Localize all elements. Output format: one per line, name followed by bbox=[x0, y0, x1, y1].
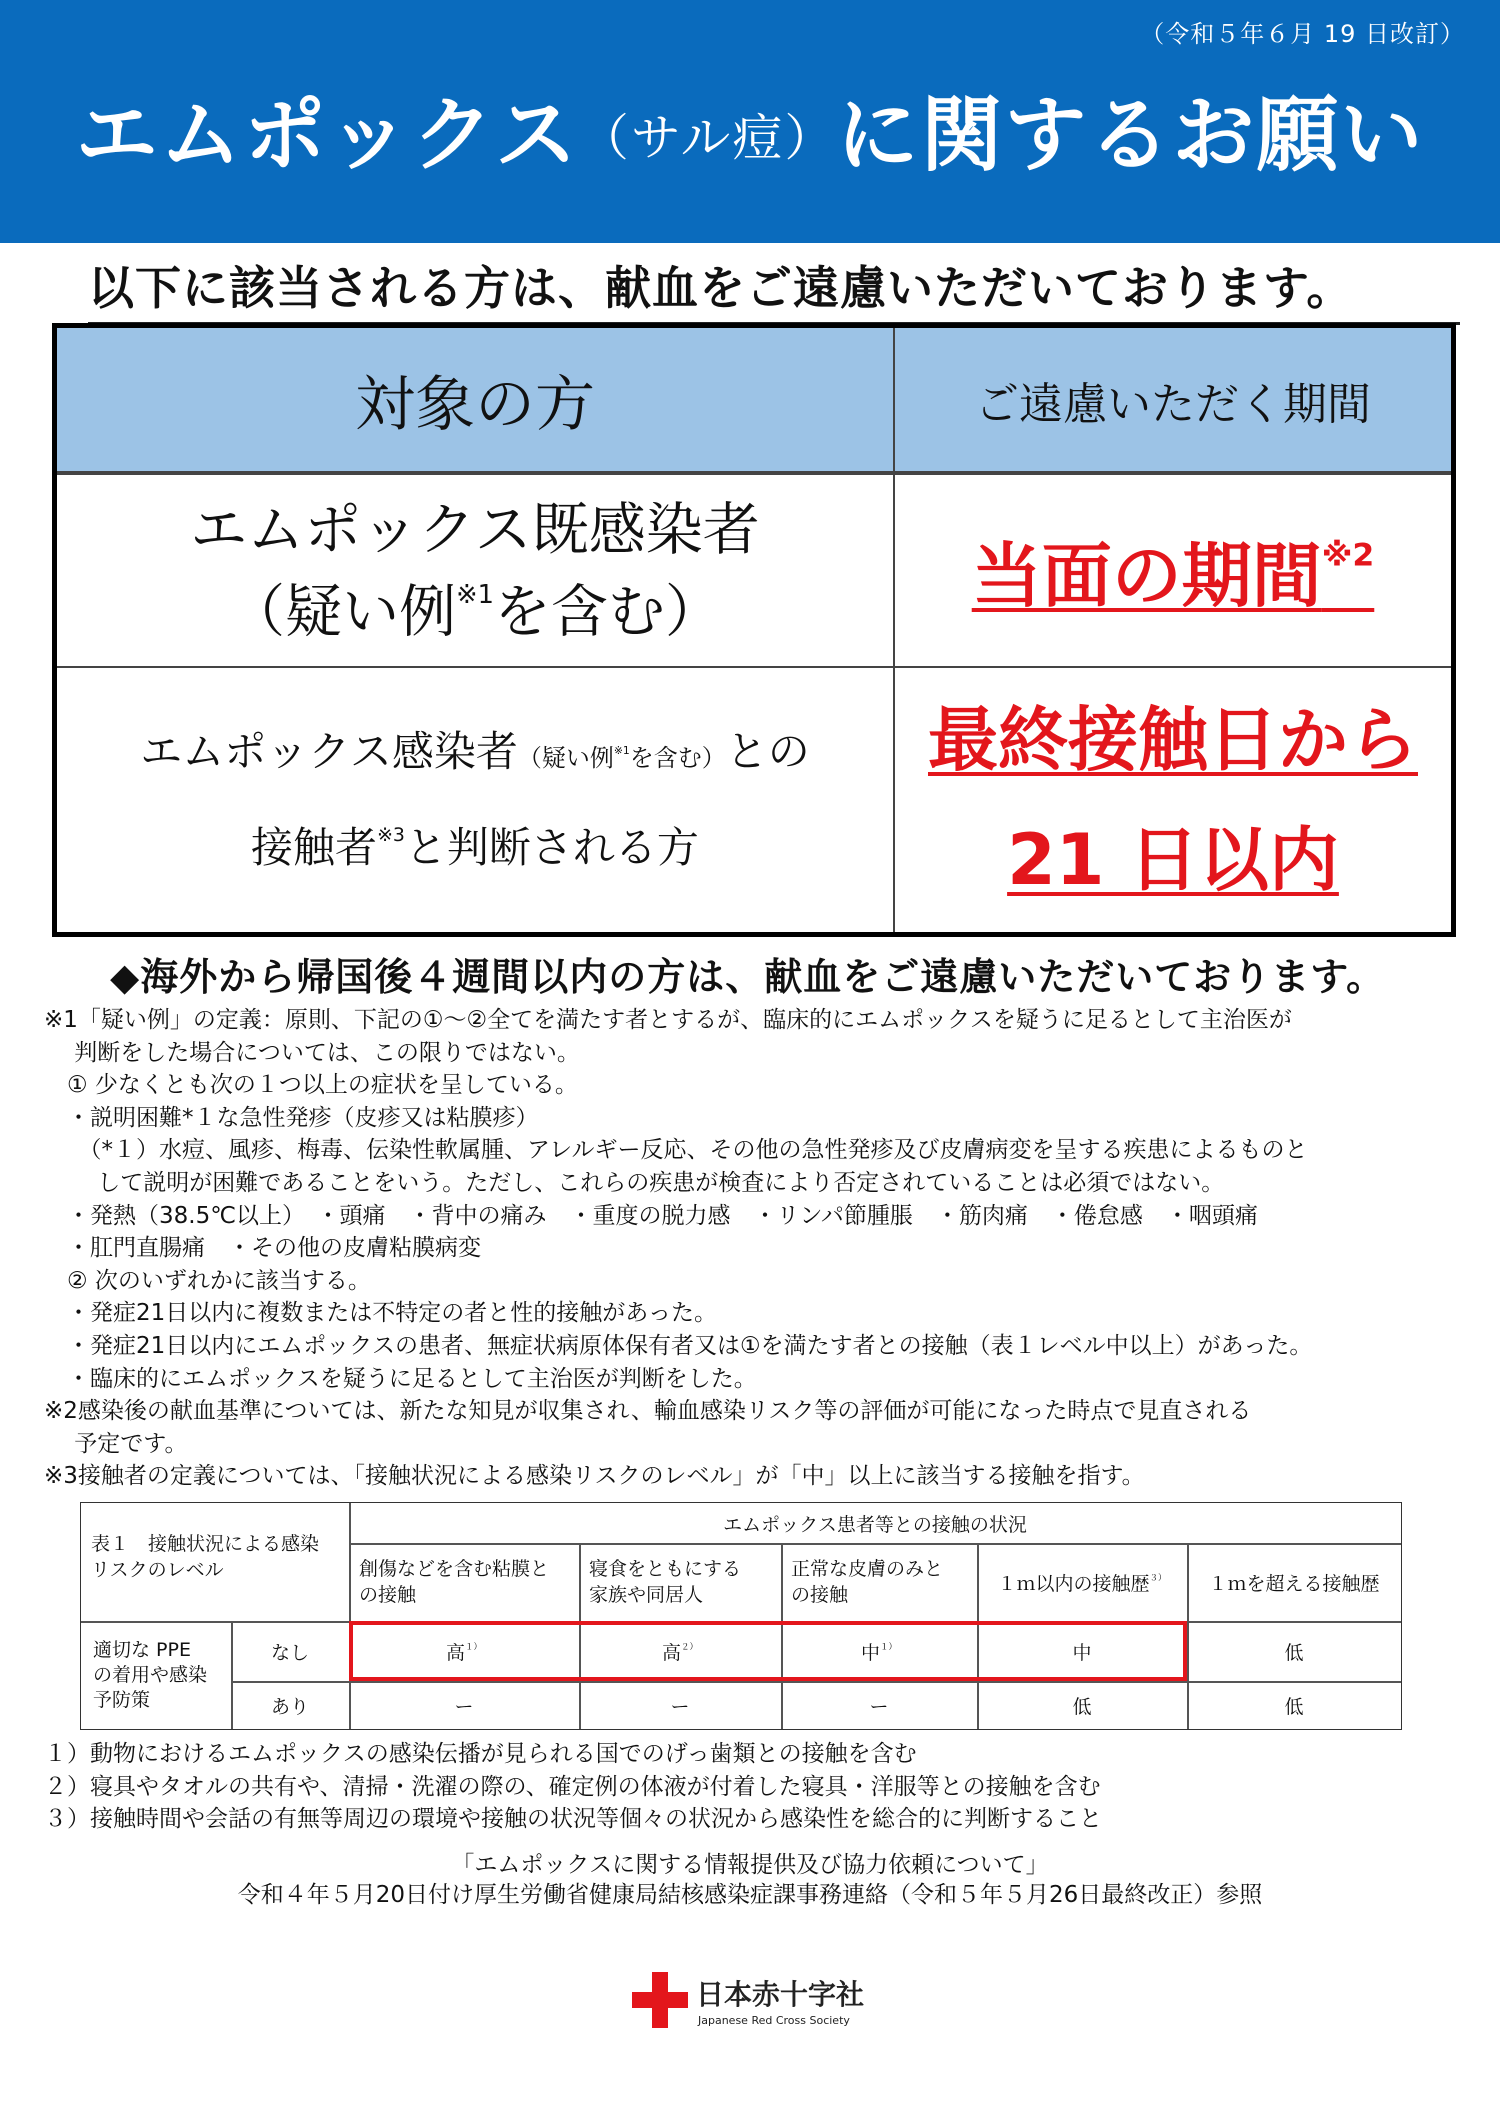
col-header-skin: 正常な皮膚のみと の接触 bbox=[791, 1558, 944, 1606]
col-header-mucosa: 創傷などを含む粘膜と の接触 bbox=[359, 1558, 550, 1606]
footnote-line: ① 少なくとも次の１つ以上の症状を呈している。 bbox=[44, 1072, 578, 1099]
risk-table-caption: 表１ 接触状況による感染 リスクのレベル bbox=[91, 1533, 320, 1581]
footnotes bbox=[44, 1004, 1464, 1493]
highlight-box bbox=[349, 1621, 1187, 1681]
reference: 「エムポックスに関する情報提供及び協力依頼について」 令和４年５月20日付け厚生労働省健康局結核感染症課事務連絡（令和５年５月26日最終改正）参照 bbox=[237, 1852, 1263, 1908]
footnote-line: ※3接触者の定義については、「接触状況による感染リスクのレベル」が「中」以上に該当する接触を指す。 bbox=[44, 1463, 1145, 1490]
col-header-beyond-1m: １ｍを超える接触歴 bbox=[1208, 1572, 1380, 1595]
header-target: 対象の方 bbox=[57, 328, 893, 473]
title-paren: （サル痘） bbox=[578, 109, 837, 167]
subtitle: 以下に該当される方は、献血をご遠慮いただいております。 bbox=[88, 252, 1460, 325]
table-note-line: ２）寝具やタオルの共有や、清掃・洗濯の際の、確定例の体液が付着した寝具・洋服等との接触を含む bbox=[44, 1773, 1101, 1800]
row-label-yes: あり bbox=[270, 1695, 309, 1718]
footnote-line: ・臨床的にエムポックスを疑うに足るとして主治医が判断をした。 bbox=[44, 1365, 757, 1392]
footnote-line: ・発熱（38.5℃以上） ・頭痛 ・背中の痛み ・重度の脱力感 ・リンパ節腫脹 ・筋肉痛 ・倦怠感 ・咽頭痛 bbox=[44, 1202, 1258, 1229]
footnote-line: 判断をした場合については、この限りではない。 bbox=[44, 1039, 580, 1066]
page-title bbox=[0, 70, 1500, 187]
footnote-line: ・発症21日以内にエムポックスの患者、無症状病原体保有者又は①を満たす者との接触（表１レベル中以上）があった。 bbox=[44, 1332, 1313, 1359]
row1-target: エムポックス既感染者 （疑い例$^{※1}$を含む） bbox=[190, 496, 760, 645]
row2-period: 最終接触日から 21 日以内 bbox=[928, 699, 1418, 901]
col-header-within-1m: １ｍ以内の接触歴$^{3)}$ bbox=[997, 1572, 1167, 1595]
footnote-line: ※1「疑い例」の定義：原則、下記の①～②全てを満たす者とするが、臨床的にエムポックスを疑うに足るとして主治医が bbox=[44, 1007, 1292, 1033]
risk-table-group-header: エムポックス患者等との接触の状況 bbox=[723, 1513, 1027, 1536]
row-label-none: なし bbox=[270, 1641, 309, 1664]
row1-period: 当面の期間$^{※2}$ bbox=[971, 535, 1375, 617]
footnote-line: して説明が困難であることをいう。ただし、これらの疾患が検査により否定されていることは必須ではない。 bbox=[44, 1169, 1225, 1196]
risk-cell: 中 bbox=[1072, 1641, 1092, 1664]
col-header-household: 寝食をともにする 家族や同居人 bbox=[589, 1558, 742, 1606]
footnote-line: （*１）水痘、風疹、梅毒、伝染性軟属腫、アレルギー反応、その他の急性発疹及び皮膚病変を呈する疾患によるものと bbox=[44, 1137, 1308, 1164]
risk-cell: 高$^{1)}$ bbox=[445, 1641, 483, 1664]
risk-cell: 中$^{1)}$ bbox=[860, 1641, 898, 1664]
footnote-line: 予定です。 bbox=[44, 1430, 188, 1457]
row-group-ppe: 適切な PPE の着用や感染 予防策 bbox=[93, 1638, 208, 1711]
risk-cell: 低 bbox=[1284, 1641, 1304, 1664]
risk-cell: ー bbox=[454, 1695, 474, 1718]
overseas-notice: ◆海外から帰国後４週間以内の方は、献血をご遠慮いただいております。 bbox=[110, 955, 1386, 999]
footnote-line: ・肛門直腸痛 ・その他の皮膚粘膜病変 bbox=[44, 1235, 481, 1262]
footnote-line: ※2感染後の献血基準については、新たな知見が収集され、輸血感染リスク等の評価が可能になった時点で見直される bbox=[44, 1398, 1252, 1425]
risk-cell: ー bbox=[670, 1695, 690, 1718]
footnote-line: ・説明困難*１な急性発疹（皮疹又は粘膜疹） bbox=[44, 1104, 539, 1131]
logo-name-jp: 日本赤十字社 bbox=[696, 1978, 865, 2011]
risk-cell: ー bbox=[869, 1695, 889, 1718]
red-cross-icon bbox=[626, 1968, 886, 2038]
table-notes bbox=[44, 1738, 1102, 1836]
title-tail: に関するお願い bbox=[836, 88, 1425, 183]
red-cross-logo bbox=[626, 1968, 886, 2038]
title-banner bbox=[0, 0, 1500, 243]
footnote-line: ② 次のいずれかに該当する。 bbox=[44, 1267, 371, 1294]
table-note-line: ３）接触時間や会話の有無等周辺の環境や接触の状況等個々の状況から感染性を総合的に判断すること bbox=[44, 1806, 1102, 1833]
logo-name-en: Japanese Red Cross Society bbox=[698, 2014, 850, 2027]
header-period: ご遠慮いただく期間 bbox=[895, 328, 1451, 473]
table-note-line: １）動物におけるエムポックスの感染伝播が見られる国でのげっ歯類との接触を含む bbox=[44, 1741, 917, 1767]
footnote-line: ・発症21日以内に複数または不特定の者と性的接触があった。 bbox=[44, 1300, 718, 1327]
risk-cell: 低 bbox=[1284, 1695, 1304, 1718]
risk-cell: 高$^{2)}$ bbox=[661, 1641, 699, 1664]
title-main: エムポックス bbox=[75, 88, 579, 183]
risk-level-table bbox=[80, 1502, 1402, 1730]
risk-cell: 低 bbox=[1072, 1695, 1092, 1718]
revision-date: （令和５年６月 19 日改訂） bbox=[1140, 20, 1465, 48]
row2-target: エムポックス感染者（疑い例$^{※1}$を含む）との 接触者$^{※3}$と判断される方 bbox=[140, 727, 810, 872]
deferral-table bbox=[52, 323, 1456, 937]
